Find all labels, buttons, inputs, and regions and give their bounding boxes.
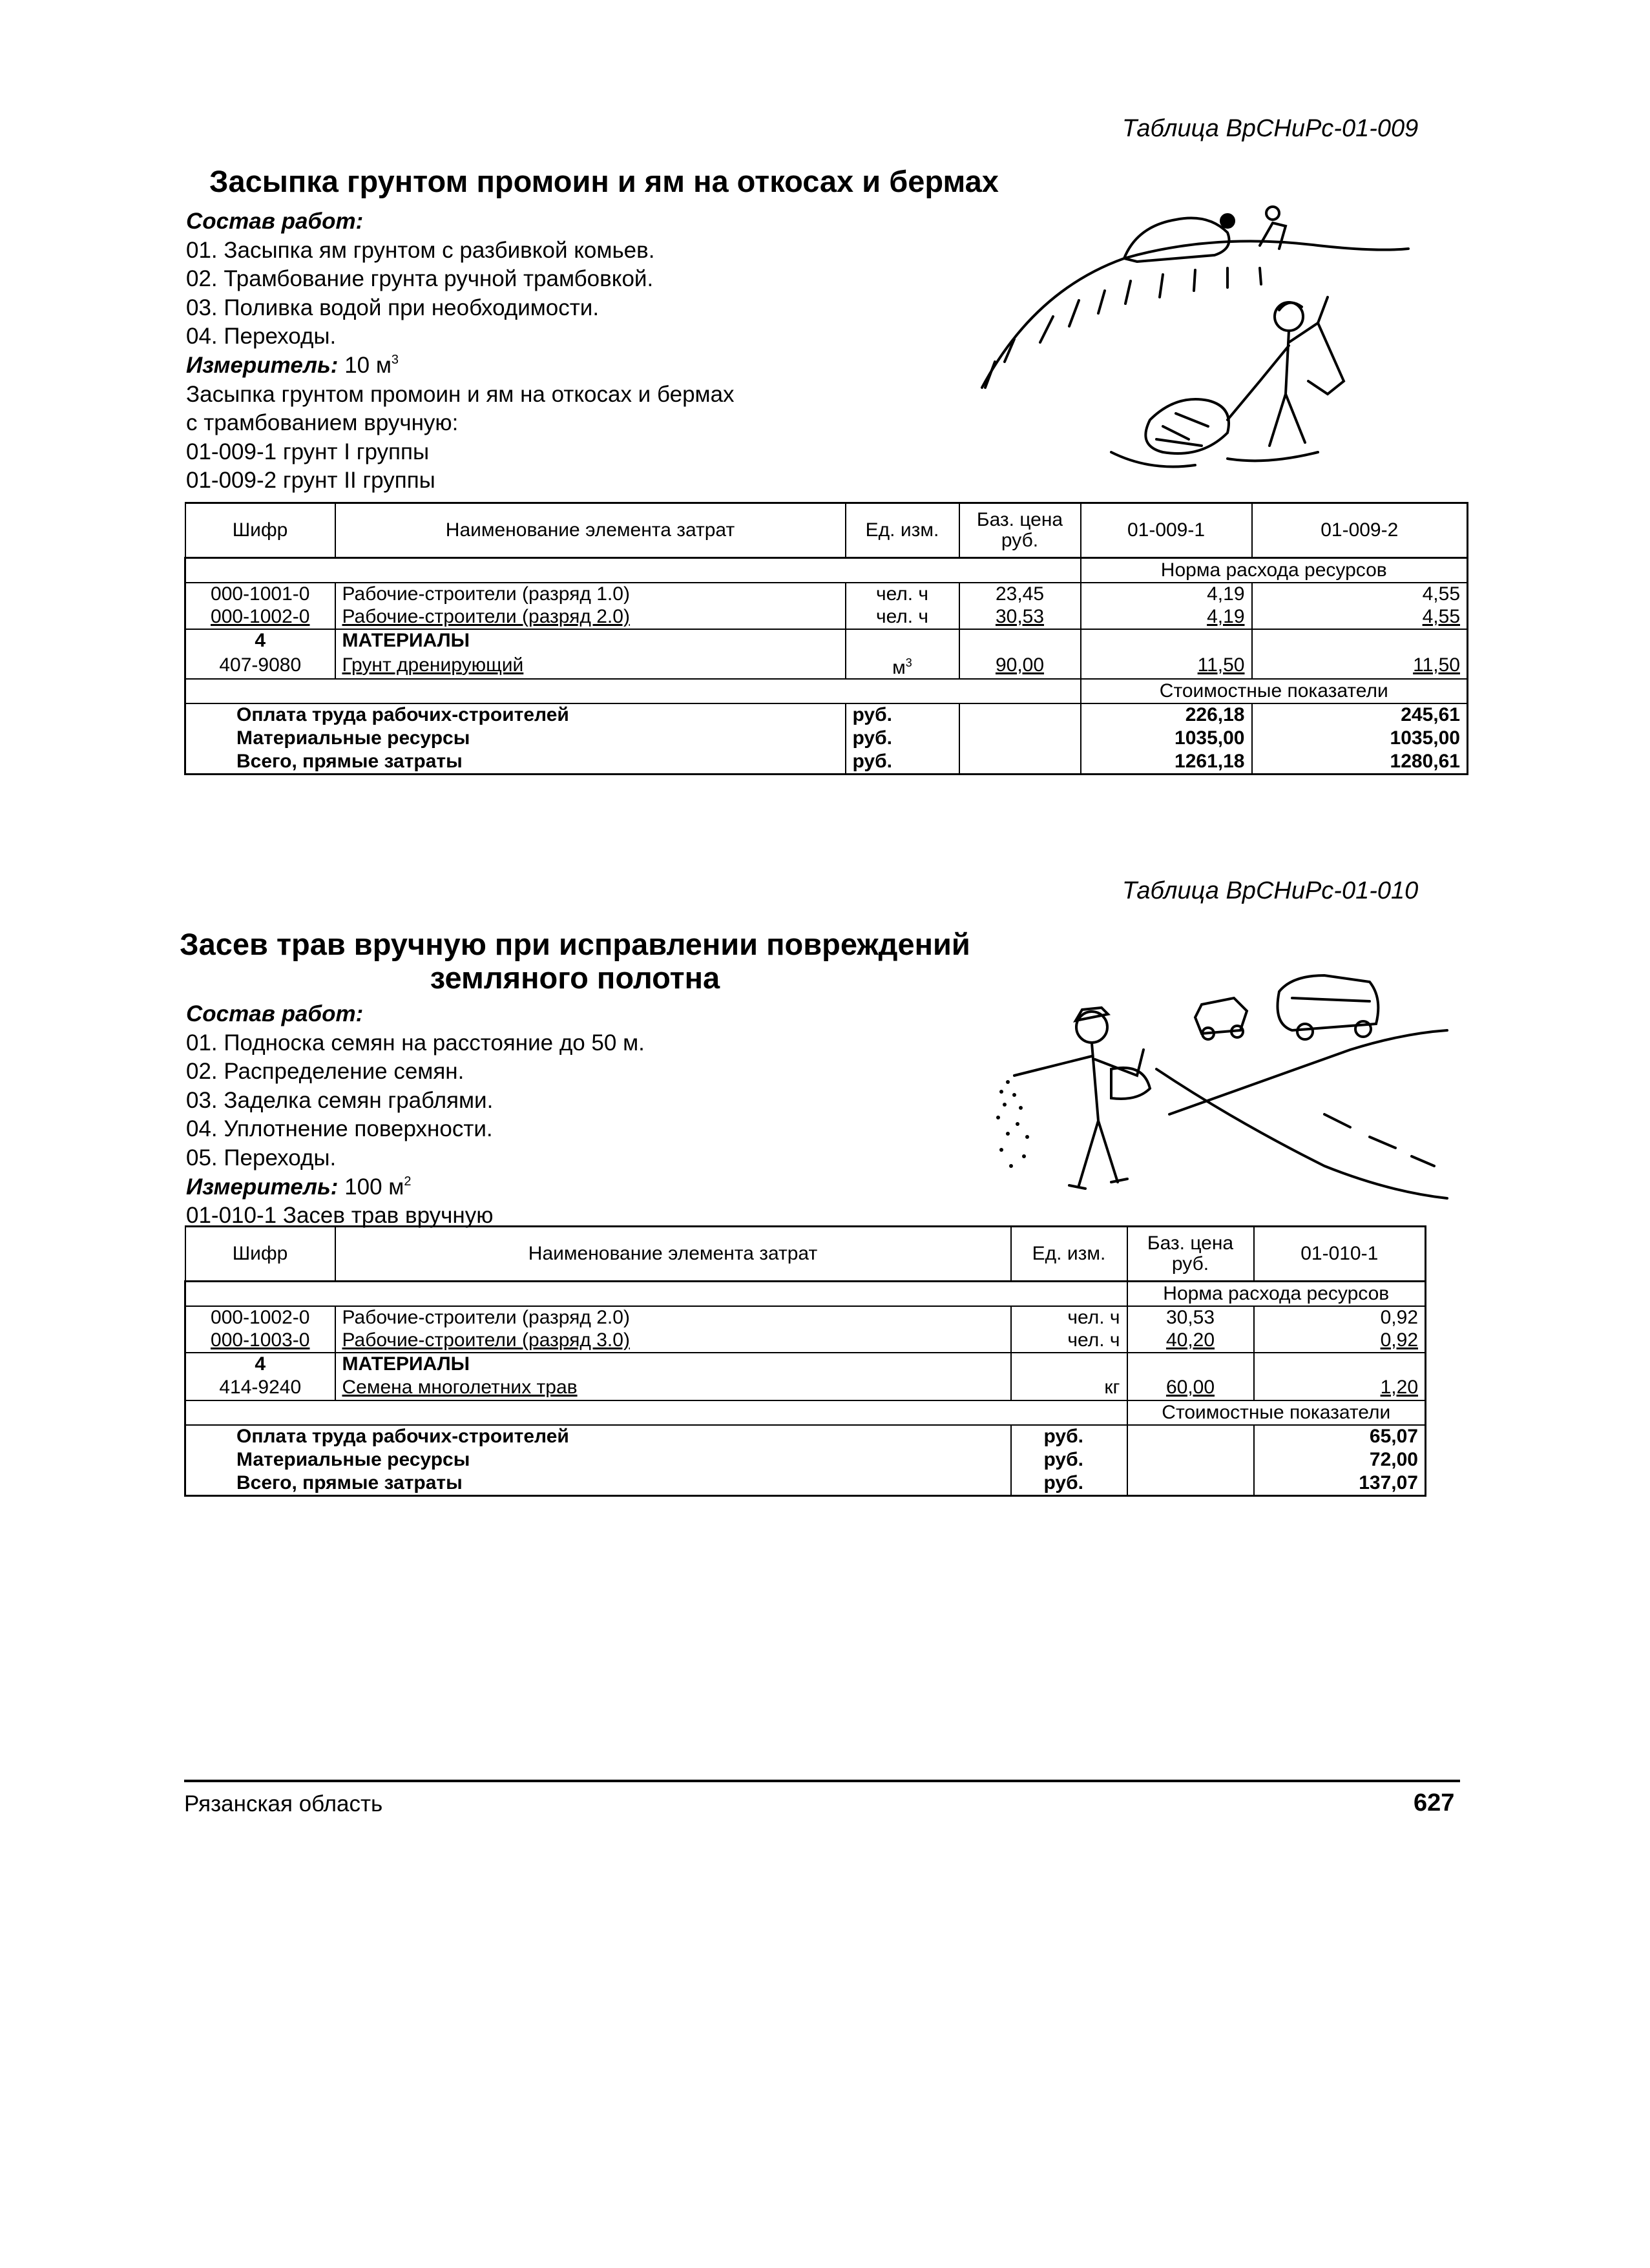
unit-text: м <box>892 656 906 678</box>
cost-row <box>185 750 1468 775</box>
materials-label: МАТЕРИАЛЫ <box>335 629 846 652</box>
cost-v1: 137,07 <box>1254 1472 1426 1496</box>
cost-name: Всего, прямые затраты <box>185 1472 1011 1496</box>
cost-label-row <box>185 679 1468 703</box>
table-row <box>185 652 1468 679</box>
header-col1: 01-009-1 <box>1081 503 1252 558</box>
cost-v2: 245,61 <box>1252 703 1468 727</box>
cost-name: Всего, прямые затраты <box>185 750 846 775</box>
cost-name: Оплата труда рабочих-строителей <box>185 703 846 727</box>
resource-table-01-010 <box>184 1225 1426 1497</box>
cost-row <box>185 1425 1426 1448</box>
row-price: 60,00 <box>1127 1376 1254 1400</box>
measure-value: 100 м <box>344 1174 404 1200</box>
row-unit <box>846 652 959 679</box>
cost-empty <box>959 703 1081 727</box>
variant: 01-009-1 грунт I группы <box>186 439 430 464</box>
row-name: Рабочие-строители (разряд 2.0) <box>335 1306 1011 1329</box>
header-price-line1: Баз. цена <box>976 509 1063 530</box>
composition-label: Состав работ: <box>186 1001 364 1026</box>
cost-spacer <box>185 1400 1127 1425</box>
materials-empty <box>1252 629 1468 652</box>
cost-row <box>185 703 1468 727</box>
row-code: 000-1003-0 <box>185 1329 335 1353</box>
row-code: 000-1002-0 <box>185 1306 335 1329</box>
norm-label: Норма расхода ресурсов <box>1081 558 1468 583</box>
row-v2: 11,50 <box>1252 652 1468 679</box>
header-name: Наименование элемента затрат <box>335 503 846 558</box>
cost-v1: 65,07 <box>1254 1425 1426 1448</box>
materials-header-row <box>185 1353 1426 1376</box>
row-unit: чел. ч <box>846 606 959 629</box>
description-line: с трамбованием вручную: <box>186 410 459 436</box>
step: 03. Заделка семян граблями. <box>186 1087 494 1113</box>
materials-code-top: 4 <box>185 1353 335 1376</box>
table-row <box>185 583 1468 606</box>
slope-workers-illustration <box>956 187 1434 497</box>
cost-label: Стоимостные показатели <box>1081 679 1468 703</box>
materials-empty <box>1254 1353 1426 1376</box>
table-id-01-009: Таблица ВрСНиРс-01-009 <box>1122 115 1419 142</box>
cost-label-row <box>185 1400 1426 1425</box>
step: 04. Переходы. <box>186 324 337 349</box>
materials-code-top: 4 <box>185 629 335 652</box>
materials-header-row <box>185 629 1468 652</box>
row-unit: чел. ч <box>1011 1329 1127 1353</box>
row-code: 407-9080 <box>185 652 335 679</box>
norm-row <box>185 558 1468 583</box>
grass-sowing-illustration <box>988 972 1454 1231</box>
description-01-009 <box>186 207 735 495</box>
norm-spacer <box>185 1282 1127 1306</box>
row-code: 000-1002-0 <box>185 606 335 629</box>
step: 01. Засыпка ям грунтом с разбивкой комьев. <box>186 237 655 263</box>
cost-row <box>185 727 1468 750</box>
measure-label: Измеритель: <box>186 352 339 378</box>
cost-v1: 72,00 <box>1254 1448 1426 1472</box>
header-price-line1: Баз. цена <box>1147 1233 1234 1254</box>
row-unit: кг <box>1011 1376 1127 1400</box>
measure-sup: 3 <box>391 352 399 367</box>
materials-empty <box>1081 629 1252 652</box>
footer-region: Рязанская область <box>184 1791 383 1816</box>
measure <box>186 351 735 380</box>
row-v2: 4,55 <box>1252 606 1468 629</box>
table-row <box>185 1306 1426 1329</box>
materials-empty <box>1011 1353 1127 1376</box>
materials-label: МАТЕРИАЛЫ <box>335 1353 1011 1376</box>
header-price <box>959 503 1081 558</box>
description-01-010 <box>186 1000 645 1231</box>
unit-sup: 3 <box>905 656 912 669</box>
title-line: Засев трав вручную при исправлении повреждений <box>180 927 970 961</box>
row-v1: 0,92 <box>1254 1306 1426 1329</box>
header-code: Шифр <box>185 1227 335 1282</box>
cost-empty <box>959 727 1081 750</box>
row-code: 414-9240 <box>185 1376 335 1400</box>
norm-label: Норма расхода ресурсов <box>1127 1282 1426 1306</box>
row-v1: 0,92 <box>1254 1329 1426 1353</box>
row-unit: чел. ч <box>1011 1306 1127 1329</box>
table-header-row <box>185 503 1468 558</box>
header-col1: 01-010-1 <box>1254 1227 1426 1282</box>
row-v1: 4,19 <box>1081 583 1252 606</box>
row-code: 000-1001-0 <box>185 583 335 606</box>
cost-v1: 1261,18 <box>1081 750 1252 775</box>
row-price: 30,53 <box>1127 1306 1254 1329</box>
row-price: 40,20 <box>1127 1329 1254 1353</box>
cost-unit: руб. <box>846 750 959 775</box>
step: 03. Поливка водой при необходимости. <box>186 295 600 320</box>
description-line: Засыпка грунтом промоин и ям на откосах и бермах <box>186 381 735 407</box>
table-row <box>185 1329 1426 1353</box>
row-name: Рабочие-строители (разряд 2.0) <box>335 606 846 629</box>
materials-empty <box>846 629 959 652</box>
variant: 01-009-2 грунт II группы <box>186 468 435 494</box>
materials-empty <box>959 629 1081 652</box>
measure-label: Измеритель: <box>186 1174 339 1200</box>
norm-spacer <box>185 558 1081 583</box>
header-price <box>1127 1227 1254 1282</box>
cost-unit: руб. <box>1011 1472 1127 1496</box>
header-name: Наименование элемента затрат <box>335 1227 1011 1282</box>
table-id-01-010: Таблица ВрСНиРс-01-010 <box>1122 877 1419 904</box>
row-price: 30,53 <box>959 606 1081 629</box>
title-line: земляного полотна <box>430 961 720 995</box>
cost-label: Стоимостные показатели <box>1127 1400 1426 1425</box>
row-name: Семена многолетних трав <box>335 1376 1011 1400</box>
row-name: Рабочие-строители (разряд 3.0) <box>335 1329 1011 1353</box>
row-v1: 1,20 <box>1254 1376 1426 1400</box>
page-number: 627 <box>1414 1789 1455 1816</box>
cost-unit: руб. <box>846 727 959 750</box>
row-v2: 4,55 <box>1252 583 1468 606</box>
cost-unit: руб. <box>1011 1448 1127 1472</box>
cost-v1: 1035,00 <box>1081 727 1252 750</box>
composition-label: Состав работ: <box>186 209 364 234</box>
variant: 01-010-1 Засев трав вручную <box>186 1203 494 1229</box>
row-name: Грунт дренирующий <box>335 652 846 679</box>
cost-v2: 1280,61 <box>1252 750 1468 775</box>
cost-name: Материальные ресурсы <box>185 1448 1011 1472</box>
step: 04. Уплотнение поверхности. <box>186 1116 493 1142</box>
header-unit: Ед. изм. <box>1011 1227 1127 1282</box>
section-title-01-009: Засыпка грунтом промоин и ям на откосах и бермах <box>209 164 999 198</box>
row-name: Рабочие-строители (разряд 1.0) <box>335 583 846 606</box>
section-title-01-010 <box>123 928 1027 995</box>
header-price-line2: руб. <box>1001 530 1039 551</box>
measure-sup: 2 <box>404 1174 412 1189</box>
row-unit: чел. ч <box>846 583 959 606</box>
cost-v1: 226,18 <box>1081 703 1252 727</box>
header-code: Шифр <box>185 503 335 558</box>
table-row <box>185 1376 1426 1400</box>
measure-value: 10 м <box>344 352 392 378</box>
step: 02. Трамбование грунта ручной трамбовкой. <box>186 266 654 292</box>
measure <box>186 1173 645 1202</box>
row-price: 90,00 <box>959 652 1081 679</box>
row-price: 23,45 <box>959 583 1081 606</box>
header-col2: 01-009-2 <box>1252 503 1468 558</box>
materials-empty <box>1127 1353 1254 1376</box>
cost-row <box>185 1472 1426 1496</box>
step: 05. Переходы. <box>186 1145 337 1170</box>
cost-empty <box>1127 1448 1254 1472</box>
cost-v2: 1035,00 <box>1252 727 1468 750</box>
cost-empty <box>959 750 1081 775</box>
cost-name: Материальные ресурсы <box>185 727 846 750</box>
header-unit: Ед. изм. <box>846 503 959 558</box>
cost-spacer <box>185 679 1081 703</box>
cost-unit: руб. <box>1011 1425 1127 1448</box>
cost-unit: руб. <box>846 703 959 727</box>
resource-table-01-009 <box>184 502 1468 775</box>
header-price-line2: руб. <box>1171 1253 1209 1274</box>
step: 02. Распределение семян. <box>186 1059 465 1085</box>
footer-rule <box>184 1780 1460 1782</box>
table-header-row <box>185 1227 1426 1282</box>
cost-empty <box>1127 1425 1254 1448</box>
row-v1: 4,19 <box>1081 606 1252 629</box>
norm-row <box>185 1282 1426 1306</box>
row-v1: 11,50 <box>1081 652 1252 679</box>
table-row <box>185 606 1468 629</box>
cost-empty <box>1127 1472 1254 1496</box>
cost-name: Оплата труда рабочих-строителей <box>185 1425 1011 1448</box>
cost-row <box>185 1448 1426 1472</box>
step: 01. Подноска семян на расстояние до 50 м. <box>186 1030 645 1056</box>
